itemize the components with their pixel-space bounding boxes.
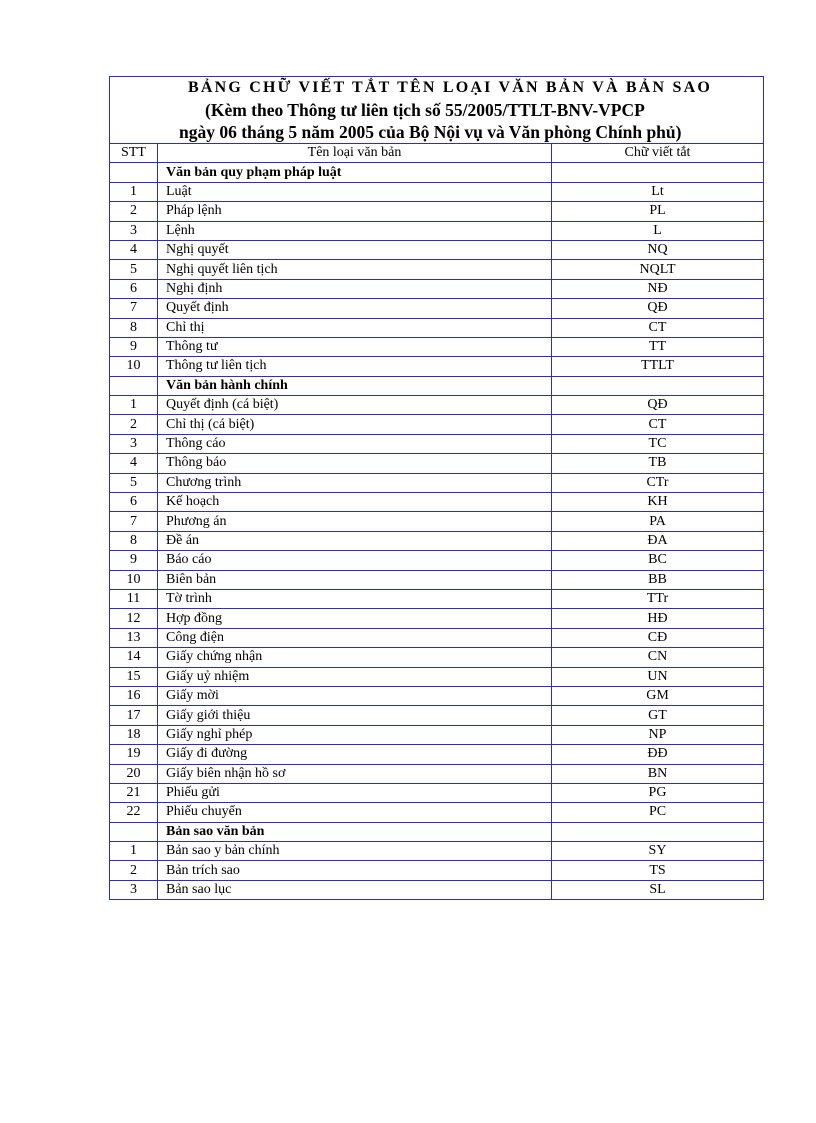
row-abbreviation: TTLT	[552, 357, 764, 376]
row-stt: 2	[110, 415, 158, 434]
row-document-type: Quyết định (cá biệt)	[158, 396, 552, 415]
row-stt: 14	[110, 648, 158, 667]
row-document-type: Nghị định	[158, 279, 552, 298]
row-document-type: Hợp đồng	[158, 609, 552, 628]
row-document-type: Pháp lệnh	[158, 202, 552, 221]
row-stt: 13	[110, 628, 158, 647]
row-stt: 7	[110, 299, 158, 318]
row-abbreviation: PC	[552, 803, 764, 822]
section-abbr-cell	[552, 822, 764, 841]
table-row	[110, 745, 764, 764]
row-abbreviation: PL	[552, 202, 764, 221]
row-abbreviation: TS	[552, 861, 764, 880]
table-row	[110, 512, 764, 531]
row-document-type: Công điện	[158, 628, 552, 647]
table-row	[110, 434, 764, 453]
table-row	[110, 803, 764, 822]
row-stt: 2	[110, 861, 158, 880]
section-title: Bản sao văn bản	[158, 822, 552, 841]
row-document-type: Giấy đi đường	[158, 745, 552, 764]
table-row	[110, 493, 764, 512]
table-row	[110, 182, 764, 201]
row-document-type: Giấy nghỉ phép	[158, 725, 552, 744]
table-row	[110, 337, 764, 356]
row-abbreviation: QĐ	[552, 396, 764, 415]
row-stt: 17	[110, 706, 158, 725]
row-stt: 16	[110, 686, 158, 705]
row-abbreviation: TT	[552, 337, 764, 356]
header-stt: STT	[110, 144, 158, 163]
table-row	[110, 396, 764, 415]
row-abbreviation: CN	[552, 648, 764, 667]
table-row	[110, 357, 764, 376]
row-stt: 1	[110, 396, 158, 415]
table-row	[110, 202, 764, 221]
row-document-type: Thông tư liên tịch	[158, 357, 552, 376]
table-row	[110, 589, 764, 608]
section-stt-cell	[110, 376, 158, 395]
row-abbreviation: ĐA	[552, 531, 764, 550]
table-row	[110, 609, 764, 628]
row-abbreviation: TTr	[552, 589, 764, 608]
row-stt: 5	[110, 260, 158, 279]
row-document-type: Quyết định	[158, 299, 552, 318]
section-stt-cell	[110, 163, 158, 182]
header-row	[110, 144, 764, 163]
row-stt: 3	[110, 880, 158, 899]
row-abbreviation: BB	[552, 570, 764, 589]
abbreviation-table	[109, 76, 764, 900]
table-row	[110, 686, 764, 705]
table-row	[110, 531, 764, 550]
row-document-type: Tờ trình	[158, 589, 552, 608]
row-abbreviation: BC	[552, 551, 764, 570]
document	[109, 76, 763, 900]
table-row	[110, 648, 764, 667]
row-abbreviation: CĐ	[552, 628, 764, 647]
row-abbreviation: TC	[552, 434, 764, 453]
row-abbreviation: ĐĐ	[552, 745, 764, 764]
row-stt: 3	[110, 434, 158, 453]
row-stt: 8	[110, 531, 158, 550]
row-stt: 6	[110, 493, 158, 512]
row-abbreviation: CT	[552, 318, 764, 337]
row-stt: 2	[110, 202, 158, 221]
table-row	[110, 221, 764, 240]
row-stt: 7	[110, 512, 158, 531]
row-abbreviation: BN	[552, 764, 764, 783]
section-abbr-cell	[552, 163, 764, 182]
row-document-type: Giấy chứng nhận	[158, 648, 552, 667]
row-abbreviation: PG	[552, 783, 764, 802]
row-abbreviation: SY	[552, 842, 764, 861]
title-block	[110, 77, 764, 144]
table-row	[110, 473, 764, 492]
row-stt: 21	[110, 783, 158, 802]
section-header-row	[110, 163, 764, 182]
document-subtitle-line-1: (Kèm theo Thông tư liên tịch số 55/2005/TTLT-BNV-VPCP	[205, 100, 645, 120]
row-stt: 4	[110, 454, 158, 473]
row-document-type: Luật	[158, 182, 552, 201]
row-document-type: Giấy mời	[158, 686, 552, 705]
section-stt-cell	[110, 822, 158, 841]
table-row	[110, 299, 764, 318]
title-row	[110, 77, 764, 144]
row-document-type: Bản trích sao	[158, 861, 552, 880]
row-stt: 18	[110, 725, 158, 744]
row-stt: 10	[110, 357, 158, 376]
row-stt: 8	[110, 318, 158, 337]
row-document-type: Thông cáo	[158, 434, 552, 453]
table-row	[110, 764, 764, 783]
table-row	[110, 318, 764, 337]
row-stt: 1	[110, 842, 158, 861]
row-abbreviation: CTr	[552, 473, 764, 492]
header-name: Tên loại văn bản	[158, 144, 552, 163]
row-stt: 1	[110, 182, 158, 201]
header-abbr: Chữ viết tắt	[552, 144, 764, 163]
row-document-type: Đề án	[158, 531, 552, 550]
row-stt: 20	[110, 764, 158, 783]
row-document-type: Nghị quyết	[158, 240, 552, 259]
row-document-type: Thông báo	[158, 454, 552, 473]
section-title: Văn bản hành chính	[158, 376, 552, 395]
row-document-type: Biên bản	[158, 570, 552, 589]
table-row	[110, 861, 764, 880]
table-row	[110, 628, 764, 647]
row-document-type: Bản sao lục	[158, 880, 552, 899]
table-row	[110, 454, 764, 473]
row-document-type: Phương án	[158, 512, 552, 531]
row-abbreviation: NQLT	[552, 260, 764, 279]
row-abbreviation: QĐ	[552, 299, 764, 318]
row-document-type: Giấy uỷ nhiệm	[158, 667, 552, 686]
row-abbreviation: Lt	[552, 182, 764, 201]
row-abbreviation: NĐ	[552, 279, 764, 298]
table-row	[110, 725, 764, 744]
row-document-type: Nghị quyết liên tịch	[158, 260, 552, 279]
table-row	[110, 842, 764, 861]
row-abbreviation: CT	[552, 415, 764, 434]
row-stt: 11	[110, 589, 158, 608]
table-row	[110, 706, 764, 725]
row-stt: 3	[110, 221, 158, 240]
row-stt: 5	[110, 473, 158, 492]
row-stt: 6	[110, 279, 158, 298]
row-stt: 22	[110, 803, 158, 822]
row-document-type: Giấy giới thiệu	[158, 706, 552, 725]
row-document-type: Giấy biên nhận hồ sơ	[158, 764, 552, 783]
row-abbreviation: SL	[552, 880, 764, 899]
row-abbreviation: UN	[552, 667, 764, 686]
row-abbreviation: PA	[552, 512, 764, 531]
row-stt: 10	[110, 570, 158, 589]
row-document-type: Bản sao y bản chính	[158, 842, 552, 861]
table-row	[110, 279, 764, 298]
row-abbreviation: KH	[552, 493, 764, 512]
row-stt: 9	[110, 337, 158, 356]
row-stt: 4	[110, 240, 158, 259]
row-document-type: Chỉ thị (cá biệt)	[158, 415, 552, 434]
table-row	[110, 551, 764, 570]
row-document-type: Lệnh	[158, 221, 552, 240]
row-document-type: Phiếu chuyển	[158, 803, 552, 822]
document-subtitle-line-2: ngày 06 tháng 5 năm 2005 của Bộ Nội vụ và Văn phòng Chính phủ)	[179, 122, 682, 142]
row-stt: 12	[110, 609, 158, 628]
section-header-row	[110, 376, 764, 395]
section-abbr-cell	[552, 376, 764, 395]
table-row	[110, 667, 764, 686]
row-abbreviation: NQ	[552, 240, 764, 259]
row-document-type: Kế hoạch	[158, 493, 552, 512]
row-stt: 19	[110, 745, 158, 764]
row-stt: 15	[110, 667, 158, 686]
table-row	[110, 260, 764, 279]
table-row	[110, 415, 764, 434]
row-abbreviation: HĐ	[552, 609, 764, 628]
table-row	[110, 783, 764, 802]
row-abbreviation: GT	[552, 706, 764, 725]
table-row	[110, 240, 764, 259]
section-title: Văn bản quy phạm pháp luật	[158, 163, 552, 182]
row-document-type: Báo cáo	[158, 551, 552, 570]
row-abbreviation: GM	[552, 686, 764, 705]
document-title: BẢNG CHỮ VIẾT TẮT TÊN LOẠI VĂN BẢN VÀ BẢN SAO	[188, 79, 712, 96]
row-document-type: Chương trình	[158, 473, 552, 492]
row-document-type: Thông tư	[158, 337, 552, 356]
table-row	[110, 880, 764, 899]
row-abbreviation: NP	[552, 725, 764, 744]
row-abbreviation: L	[552, 221, 764, 240]
row-stt: 9	[110, 551, 158, 570]
row-document-type: Chỉ thị	[158, 318, 552, 337]
section-header-row	[110, 822, 764, 841]
table-row	[110, 570, 764, 589]
row-abbreviation: TB	[552, 454, 764, 473]
row-document-type: Phiếu gửi	[158, 783, 552, 802]
